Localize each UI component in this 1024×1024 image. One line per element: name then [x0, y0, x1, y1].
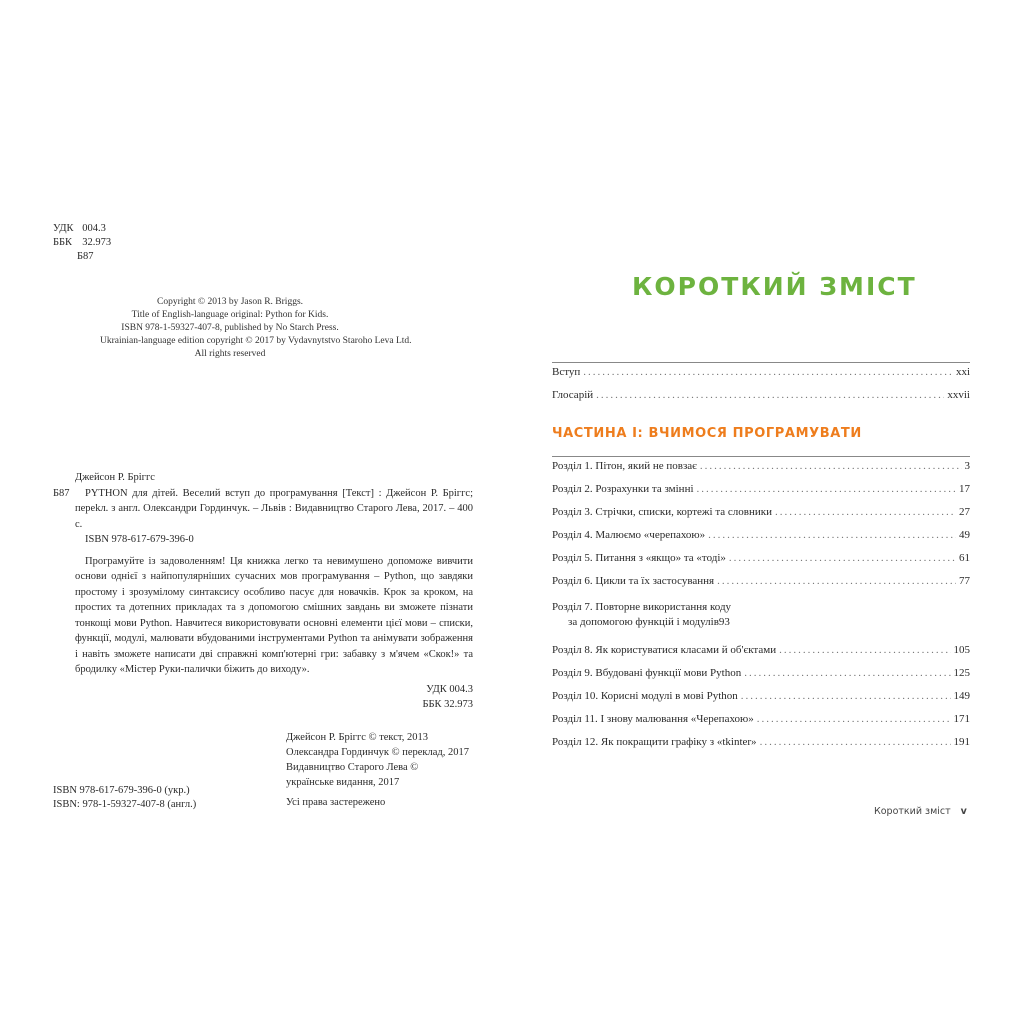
udk-value: 004.3 [82, 223, 106, 234]
bibliographic-record [53, 470, 473, 713]
copyright-line: Copyright © 2013 by Jason R. Briggs. [156, 297, 304, 307]
credits-block [286, 730, 469, 790]
toc-entry-label: Розділ 1. Пітон, який не повзає [552, 460, 697, 472]
toc-entry-page: 125 [953, 667, 970, 679]
dot-leader [760, 736, 951, 748]
toc-entry[interactable] [552, 529, 970, 552]
copyright-line: Title of English-language original: Python for Kids. [131, 310, 329, 320]
credit-line: українське видання, 2017 [286, 777, 400, 788]
dot-leader [700, 460, 962, 472]
toc-entry[interactable] [552, 506, 970, 529]
copyright-line: ISBN 978-1-59327-407-8, published by No Starch Press. [121, 323, 339, 333]
dot-leader [697, 483, 956, 495]
running-footer [874, 806, 967, 817]
record-udk: УДК 004.3 [426, 683, 473, 695]
dot-leader [757, 713, 951, 725]
toc-entry-label: Глосарій [552, 389, 594, 401]
toc-entry-label: Розділ 3. Стрічки, списки, кортежі та словники [552, 506, 772, 518]
bbk-value: 32.973 [82, 237, 112, 248]
author-code: Б87 [77, 251, 94, 262]
toc-entry-label: Розділ 11. І знову малювання «Черепахою» [552, 713, 754, 725]
toc-entry-page: 77 [959, 575, 970, 587]
udk-label: УДК [53, 223, 74, 234]
toc-entry-page: 171 [953, 713, 970, 725]
toc-entry-page: 61 [959, 552, 970, 564]
toc-entry-label-cont: за допомогою функцій і модулів [568, 616, 719, 628]
part-heading: ЧАСТИНА I: ВЧИМОСЯ ПРОГРАМУВАТИ [552, 426, 862, 441]
isbn-ukr: ISBN 978-617-679-396-0 (укр.) [53, 785, 190, 796]
credit-line: Видавництво Старого Лева © [286, 762, 419, 773]
rights-reserved: Усі права застережено [286, 797, 386, 808]
record-annotation: Програмуйте із задоволенням! Ця книжка легко та невимушено допоможе вивчити основи однієї з найпопулярніших сучасних мов програмування – Python, що завдяки простому і зрозумілому синтаксису особливо пасує для новачків. Крок за кроком, на простих та дотепних прикладах та з допомогою смішних завдань ви зможете пізнати тонкощі мови Python. Навчитеся використовувати основні елементи цієї мови – списки, функції, модулі, малювати вбудованими інструментами Python та анімувати зображення і навіть зможете написати дві справжні комп'ютерні гри: забавку з м'ячем «Скок!» та бродилку «Містер Руки-палички біжить до виходу». [75, 555, 473, 675]
toc-entry[interactable] [552, 644, 970, 667]
dot-leader [729, 552, 956, 564]
dot-leader [744, 667, 950, 679]
divider [552, 362, 970, 363]
right-page [512, 0, 1024, 1024]
isbn-eng: ISBN: 978-1-59327-407-8 (англ.) [53, 799, 197, 810]
page-number: v [960, 806, 967, 817]
record-author: Джейсон Р. Бріггс [75, 472, 155, 483]
toc-entry-page: 27 [959, 506, 970, 518]
toc-entry-label: Вступ [552, 366, 581, 378]
toc-entry-label: Розділ 2. Розрахунки та змінні [552, 483, 694, 495]
toc-entry-page: 93 [718, 616, 730, 628]
toc-entry[interactable] [552, 483, 970, 506]
record-isbn: ISBN 978-617-679-396-0 [85, 534, 194, 545]
copyright-line: Ukrainian-language edition copyright © 2017 by Vydavnytstvo Staroho Leva Ltd. [100, 336, 412, 346]
credit-line: Джейсон Р. Бріггс © текст, 2013 [286, 732, 428, 743]
credit-line: Олександра Гординчук © переклад, 2017 [286, 747, 470, 758]
record-bbk: ББК 32.973 [422, 699, 473, 710]
classification-block [53, 222, 111, 264]
toc-title: КОРОТКИЙ ЗМІСТ [632, 272, 917, 301]
record-description: PYTHON для дітей. Веселий вступ до програмування [Текст] : Джейсон Р. Бріггс; переkл. з англ. Олександри Гординчук. – Львів : Видавництво Старого Лева, 2017. – 400 с. [75, 487, 473, 530]
dot-leader [708, 529, 956, 541]
toc-entry-label: Розділ 12. Як покращити графіку з «tkinter» [552, 736, 757, 748]
dot-leader [583, 366, 953, 378]
toc-entry-page: 105 [953, 644, 970, 656]
record-code: Б87 [53, 487, 70, 499]
bbk-label: ББК [53, 237, 73, 248]
toc-entry-label: Розділ 5. Питання з «якщо» та «тоді» [552, 552, 726, 564]
copyright-notice [100, 296, 412, 361]
toc-entry[interactable] [552, 667, 970, 690]
dot-leader [775, 506, 956, 518]
toc-entry-page: 3 [964, 460, 970, 472]
toc-entry[interactable] [552, 552, 970, 575]
toc-entry-page: xxi [955, 366, 970, 378]
divider [552, 456, 970, 457]
toc-entry-page: 49 [959, 529, 970, 541]
toc-entry-page: 191 [953, 736, 970, 748]
toc-entry-page: xxvii [947, 389, 970, 401]
toc-entry-page: 149 [953, 690, 970, 702]
toc-entry[interactable] [552, 366, 970, 389]
toc-entry[interactable] [552, 713, 970, 736]
toc-entry[interactable] [552, 389, 970, 412]
toc-entry[interactable] [552, 598, 970, 644]
toc-entry[interactable] [552, 736, 970, 759]
isbn-list [53, 784, 196, 812]
dot-leader [717, 575, 956, 587]
toc-entry[interactable] [552, 575, 970, 598]
footer-section: Короткий зміст [874, 806, 951, 817]
toc-entry-label: Розділ 4. Малюємо «черепахою» [552, 529, 706, 541]
dot-leader [596, 389, 944, 401]
toc-entry-label: Розділ 9. Вбудовані функції мови Python [552, 667, 742, 679]
toc-entry[interactable] [552, 460, 970, 483]
copyright-line: All rights reserved [194, 349, 266, 359]
toc-entry[interactable] [552, 690, 970, 713]
toc-entry-label: Розділ 10. Корисні модулі в мові Python [552, 690, 738, 702]
toc-entry-page: 17 [959, 483, 970, 495]
table-of-contents [552, 362, 970, 759]
toc-entry-label: Розділ 6. Цикли та їх застосування [552, 575, 715, 587]
toc-entry-label: Розділ 7. Повторне використання коду [552, 601, 732, 613]
toc-entry-label: Розділ 8. Як користуватися класами й об'єктами [552, 644, 777, 656]
dot-leader [779, 644, 950, 656]
dot-leader [741, 690, 951, 702]
